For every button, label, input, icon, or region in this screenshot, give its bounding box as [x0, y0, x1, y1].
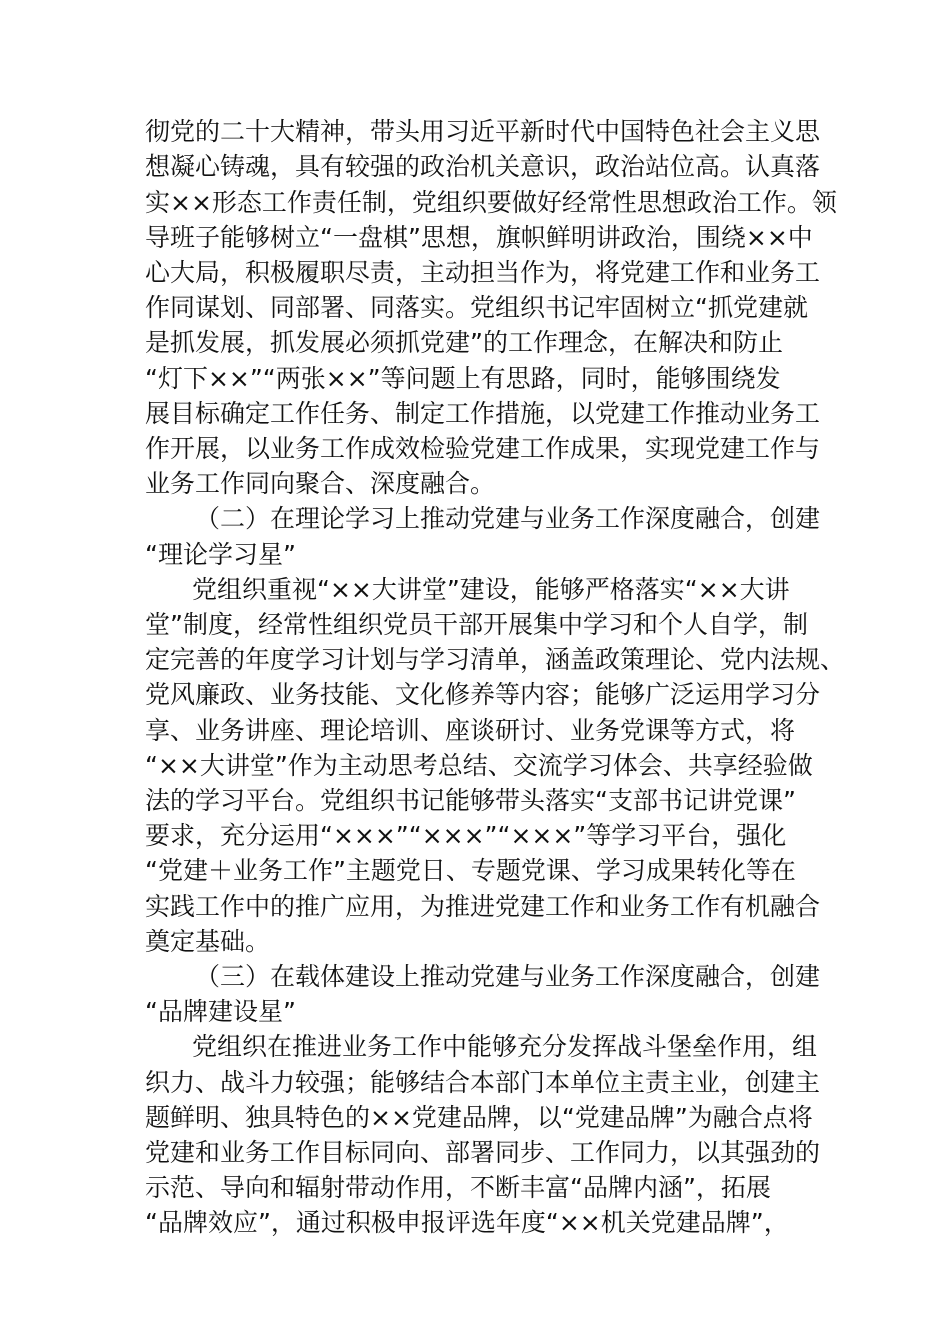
text-line: 心大局，积极履职尽责，主动担当作为，将党建工作和业务工 — [145, 258, 821, 287]
text-line: 法的学习平台。党组织书记能够带头落实“支部书记讲党课” — [145, 786, 796, 815]
text-line: 是抓发展，抓发展必须抓党建”的工作理念，在解决和防止 — [145, 328, 783, 357]
text-line: 党组织在推进业务工作中能够充分发挥战斗堡垒作用，组 — [192, 1032, 818, 1061]
text-line: 题鲜明、独具特色的××党建品牌，以“党建品牌”为融合点将 — [145, 1103, 813, 1132]
text-line: “灯下××”“两张××”等问题上有思路，同时，能够围绕发 — [145, 364, 781, 393]
text-line: “党建＋业务工作”主题党日、专题党课、学习成果转化等在 — [145, 856, 796, 885]
text-line: 党建和业务工作目标同向、部署同步、工作同力，以其强劲的 — [145, 1138, 821, 1167]
heading-line: （二）在理论学习上推动党建与业务工作深度融合，创建 — [195, 504, 821, 533]
text-line: 业务工作同向聚合、深度融合。 — [145, 469, 496, 498]
text-line: 织力、战斗力较强；能够结合本部门本单位主责主业，创建主 — [145, 1068, 821, 1097]
text-line: 实××形态工作责任制，党组织要做好经常性思想政治工作。领 — [145, 188, 837, 217]
text-line: 想凝心铸魂，具有较强的政治机关意识，政治站位高。认真落 — [145, 152, 821, 181]
text-line: 党风廉政、业务技能、文化修养等内容；能够广泛运用学习分 — [145, 680, 821, 709]
text-line: 示范、导向和辐射带动作用，不断丰富“品牌内涵”，拓展 — [145, 1173, 771, 1202]
text-line: 享、业务讲座、理论培训、座谈研讨、业务党课等方式，将 — [145, 716, 796, 745]
text-line: 党组织重视“××大讲堂”建设，能够严格落实“××大讲 — [192, 575, 790, 604]
text-line: 彻党的二十大精神，带头用习近平新时代中国特色社会主义思 — [145, 117, 821, 146]
text-line: “品牌效应”，通过积极申报评选年度“××机关党建品牌”， — [145, 1208, 789, 1237]
text-line: 定完善的年度学习计划与学习清单，涵盖政策理论、党内法规、 — [145, 645, 846, 674]
heading-line: （三）在载体建设上推动党建与业务工作深度融合，创建 — [195, 962, 821, 991]
text-line: 导班子能够树立“一盘棋”思想，旗帜鲜明讲政治，围绕××中 — [145, 223, 813, 252]
text-line: 奠定基础。 — [145, 927, 271, 956]
text-line: 要求，充分运用“×××”“×××”“×××”等学习平台，强化 — [145, 821, 787, 850]
text-line: 作同谋划、同部署、同落实。党组织书记牢固树立“抓党建就 — [145, 293, 808, 322]
text-line: 实践工作中的推广应用，为推进党建工作和业务工作有机融合 — [145, 892, 821, 921]
heading-line: “品牌建设星” — [145, 997, 296, 1026]
text-line: 作开展，以业务工作成效检验党建工作成果，实现党建工作与 — [145, 434, 821, 463]
heading-line: “理论学习星” — [145, 540, 296, 569]
text-line: 堂”制度，经常性组织党员干部开展集中学习和个人自学，制 — [145, 610, 808, 639]
text-line: 展目标确定工作任务、制定工作措施，以党建工作推动业务工 — [145, 399, 821, 428]
text-line: “××大讲堂”作为主动思考总结、交流学习体会、共享经验做 — [145, 751, 813, 780]
